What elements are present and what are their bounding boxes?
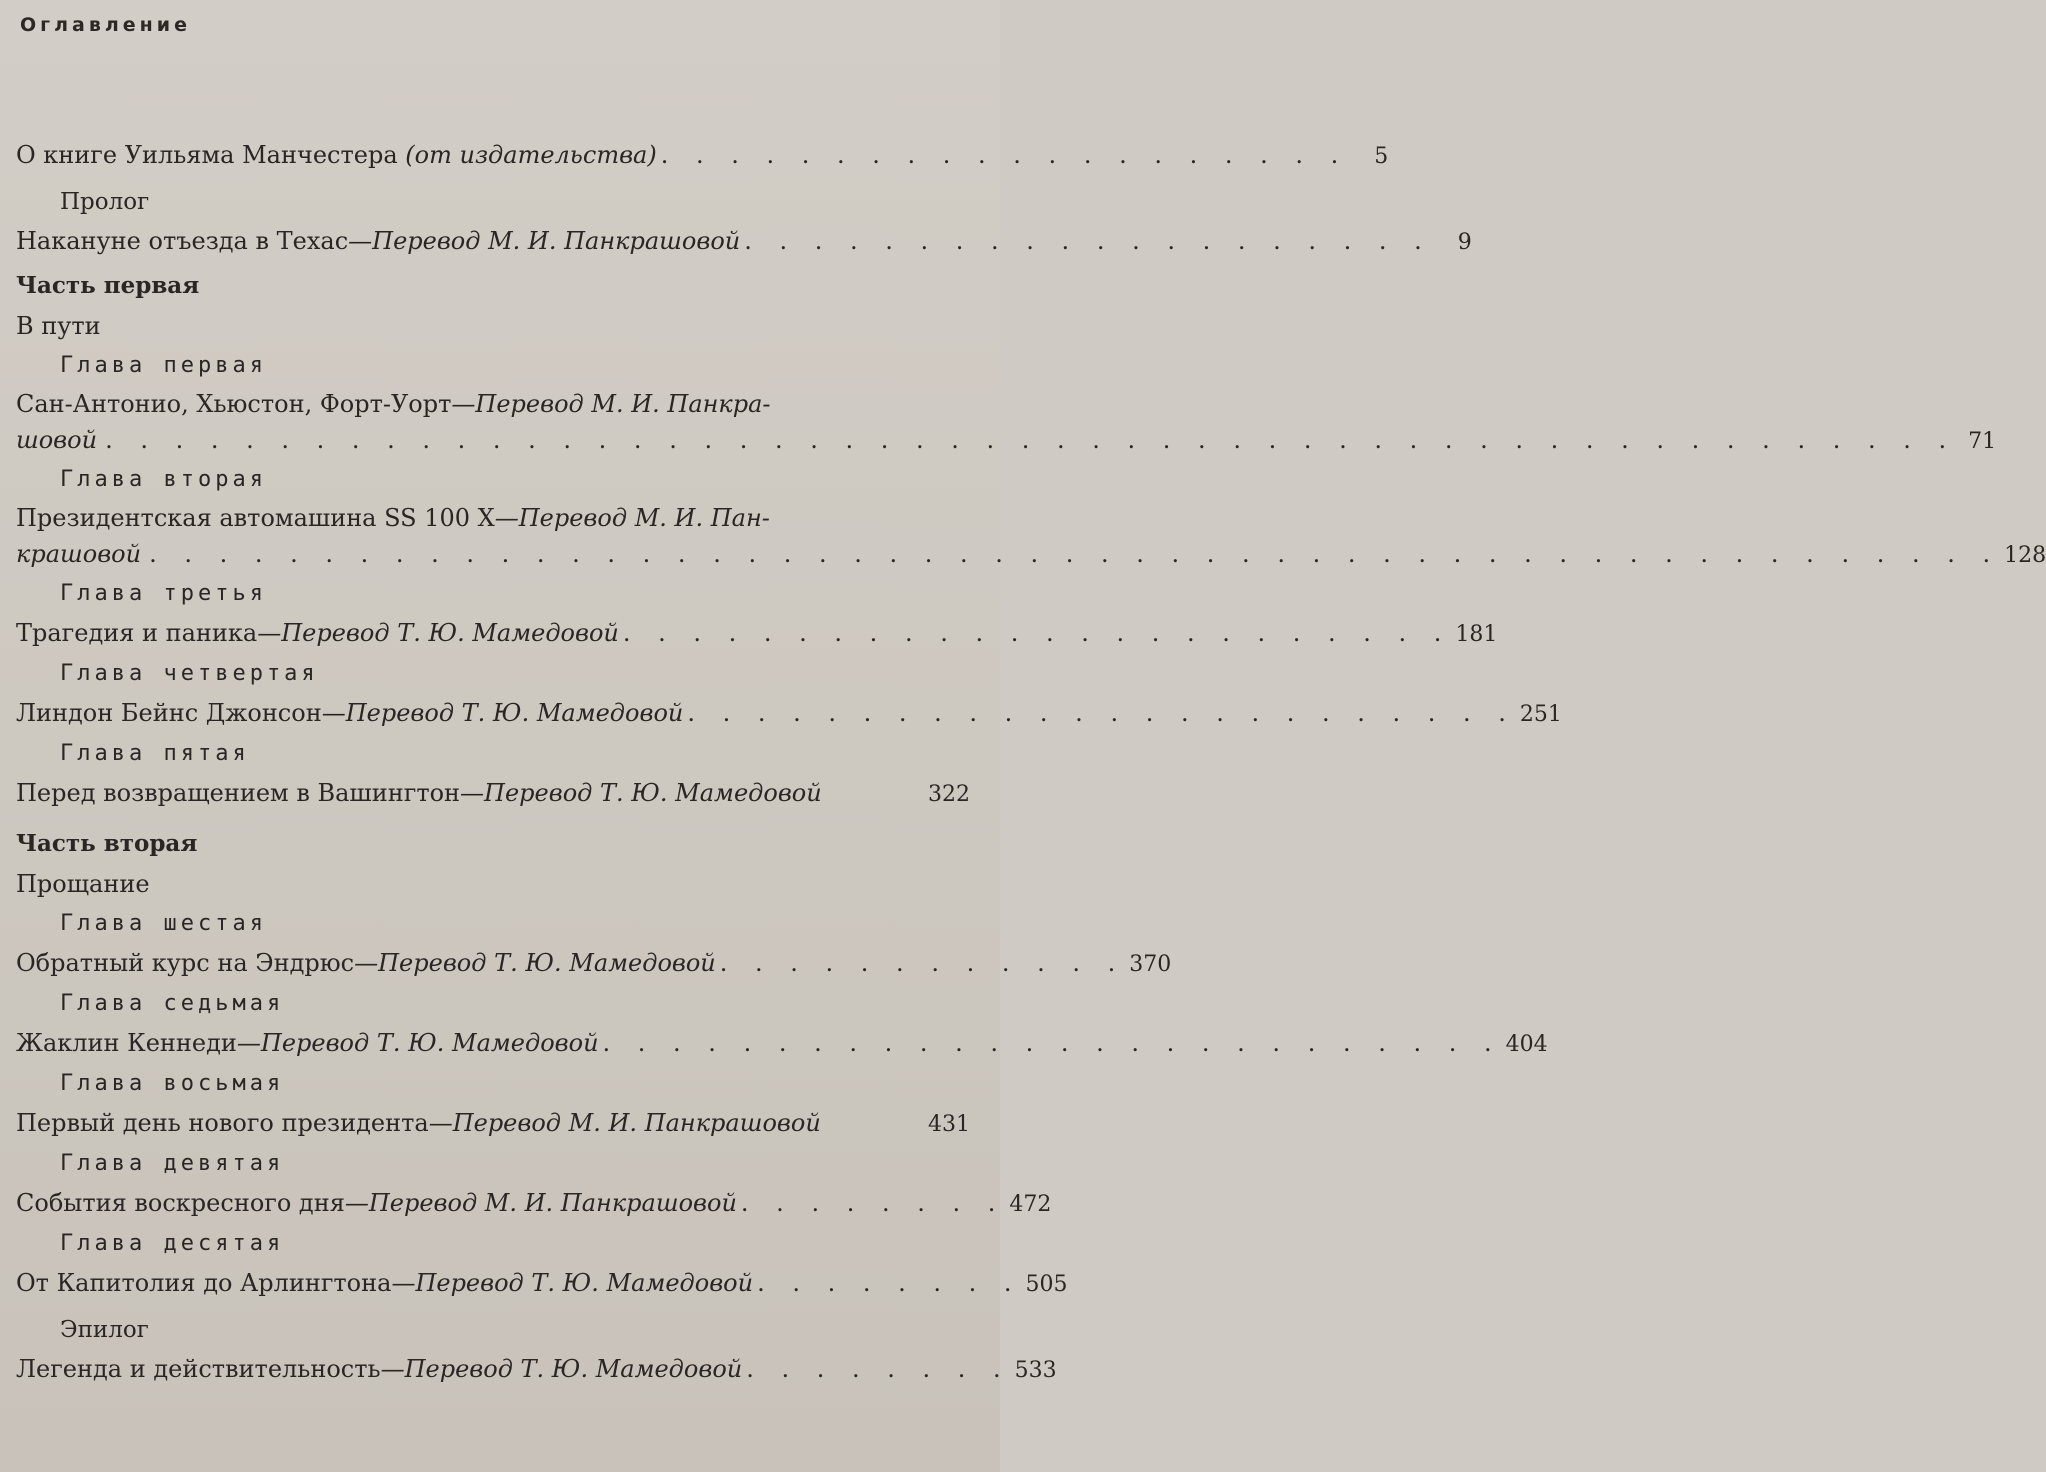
entry-title: События воскресного дня xyxy=(16,1189,345,1217)
dot-leader: . . . . . . . . xyxy=(746,1355,1011,1383)
chapter-label: Глава шестая xyxy=(60,911,267,936)
chapter-label: Глава девятая xyxy=(60,1151,285,1176)
entry-translator: —Перевод Т. Ю. Мамедовой xyxy=(236,1029,599,1057)
page-number: 431 xyxy=(928,1112,970,1137)
page-number: 322 xyxy=(928,782,970,807)
toc-entry xyxy=(16,694,1562,734)
entry-translator: —Перевод Т. Ю. Мамедовой xyxy=(354,949,716,977)
entry-title: Накануне отъезда в Техас xyxy=(16,227,349,255)
page-number: 181 xyxy=(1455,622,1498,647)
chapter-label: Глава третья xyxy=(60,581,267,606)
toc-entry xyxy=(16,500,2046,574)
dot-leader: . . . . . . . . . . . . . . . . . . . . . . . . . . . . . . . . . . . . . . . . . . . . . . . . . . . . . xyxy=(149,540,2001,568)
page-number: 505 xyxy=(1025,1272,1068,1297)
dot-leader: . . . . . . . . . . . . xyxy=(719,949,1126,977)
entry-title: Президентская автомашина SS 100 X xyxy=(16,504,495,532)
entry-title: Легенда и действительность xyxy=(16,1355,381,1383)
dot-leader: . . . . . . . . . . . . . . . . . . . . . . . . xyxy=(622,619,1452,647)
chapter-label: Глава вторая xyxy=(60,467,267,492)
dot-leader: . . . . . . . . . . . . . . . . . . . . xyxy=(660,141,1349,169)
toc-entry-intro xyxy=(16,136,1389,176)
toc-entry xyxy=(16,614,1498,654)
dot-leader: . . . . . . . . xyxy=(757,1269,1022,1297)
part-two-name: Прощание xyxy=(16,870,150,898)
dot-leader: . . . . . . . . xyxy=(740,1189,1006,1217)
dot-leader: . . . . . . . . . . . . . . . . . . . . . . . . . . xyxy=(602,1029,1502,1057)
toc-entry xyxy=(16,1104,970,1144)
page-title: Оглавление xyxy=(20,14,191,36)
entry-note: (от издательства) xyxy=(405,141,657,169)
toc-entry xyxy=(16,1024,1548,1064)
toc-entry xyxy=(16,386,1997,460)
page-number: 71 xyxy=(1968,429,1997,454)
toc-entry xyxy=(16,1264,1068,1304)
page-number: 5 xyxy=(1374,144,1389,169)
entry-translator: —Перевод Т. Ю. Мамедовой xyxy=(257,619,619,647)
page-number: 370 xyxy=(1129,952,1172,977)
entry-title: От Капитолия до Арлингтона xyxy=(16,1269,392,1297)
entry-translator: —Перевод М. И. Пан- xyxy=(494,504,770,532)
entry-translator: —Перевод Т. Ю. Мамедовой xyxy=(460,779,822,807)
dot-leader: . . . . . . . . . . . . . . . . . . . . . . . . xyxy=(687,699,1516,727)
entry-title: Первый день нового президента xyxy=(16,1109,429,1137)
entry-translator: —Перевод Т. Ю. Мамедовой xyxy=(321,699,684,727)
entry-title: Сан-Антонио, Хьюстон, Форт-Уорт xyxy=(16,390,452,418)
epilogue-label: Эпилог xyxy=(60,1317,149,1343)
chapter-label: Глава четвертая xyxy=(60,661,319,686)
part-two-label: Часть вторая xyxy=(16,830,198,857)
entry-title: Перед возвращением в Вашингтон xyxy=(16,779,461,807)
toc-entry-epilogue xyxy=(16,1350,1057,1390)
part-one-name: В пути xyxy=(16,312,101,340)
page-number: 251 xyxy=(1519,702,1562,727)
chapter-label: Глава пятая xyxy=(60,741,250,766)
entry-translator: —Перевод М. И. Панкрашовой xyxy=(344,1189,737,1217)
entry-title: О книге Уильяма Манчестера xyxy=(16,141,398,169)
toc-entry xyxy=(16,774,970,814)
dot-leader: . . . . . . . . . . . . . . . . . . . . xyxy=(744,227,1432,255)
page-number: 533 xyxy=(1014,1358,1057,1383)
page-number: 404 xyxy=(1505,1032,1548,1057)
prologue-label: Пролог xyxy=(60,189,150,215)
toc-entry xyxy=(16,1184,1052,1224)
chapter-label: Глава восьмая xyxy=(60,1071,285,1096)
entry-translator-cont: шовой xyxy=(16,426,98,454)
page-number: 472 xyxy=(1009,1192,1052,1217)
entry-translator: —Перевод М. И. Панкрашовой xyxy=(348,227,741,255)
entry-translator: —Перевод М. И. Панкрашовой xyxy=(428,1109,821,1137)
toc-entry-prologue xyxy=(16,222,1472,262)
entry-translator: —Перевод Т. Ю. Мамедовой xyxy=(391,1269,754,1297)
entry-translator-cont: крашовой xyxy=(16,540,142,568)
entry-translator: —Перевод Т. Ю. Мамедовой xyxy=(380,1355,743,1383)
page-number: 128 xyxy=(2004,543,2046,568)
entry-title: Трагедия и паника xyxy=(16,619,258,647)
page-number: 9 xyxy=(1457,230,1472,255)
entry-title: Обратный курс на Эндрюс xyxy=(16,949,355,977)
entry-title: Линдон Бейнс Джонсон xyxy=(16,699,322,727)
part-one-label: Часть первая xyxy=(16,272,200,299)
entry-title: Жаклин Кеннеди xyxy=(16,1029,237,1057)
chapter-label: Глава первая xyxy=(60,353,267,378)
chapter-label: Глава десятая xyxy=(60,1231,285,1256)
dot-leader: . . . . . . . . . . . . . . . . . . . . . . . . . . . . . . . . . . . . . . . . . . . . . . . . . . . . . xyxy=(105,426,1957,454)
toc-entry xyxy=(16,944,1172,984)
entry-translator: —Перевод М. И. Панкра- xyxy=(451,390,771,418)
chapter-label: Глава седьмая xyxy=(60,991,285,1016)
